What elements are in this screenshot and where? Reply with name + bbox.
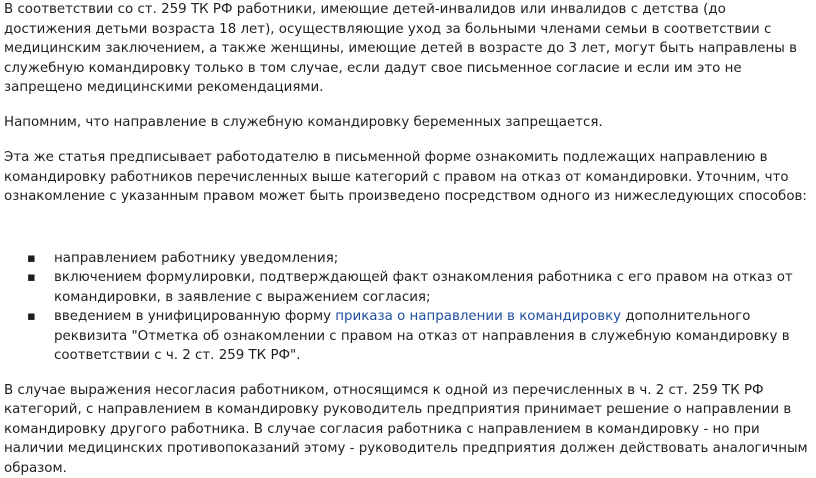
list-item bbox=[4, 307, 812, 366]
list-item bbox=[4, 249, 812, 269]
square-bullet-icon: ▪ bbox=[27, 307, 36, 327]
paragraph-intro: В соответствии со ст. 259 ТК РФ работники, имеющие детей-инвалидов или инвалидов с детства (до достижения детьми возраста 18 лет), осуществляющие уход за больными членами семьи в соответствии с медицинским заключением, а также женщины, имеющие детей в возрасте до 3 лет, могут быть направлены в служебную командировку только в том случае, если дадут свое письменное согласие и если им это не запрещено медицинскими рекомендациями. bbox=[4, 0, 812, 98]
list-item-text-after-link: дополнительного реквизита "Отметка об ознакомлении с правом на отказ от направления в служебную командировку в соответствии с ч. 2 ст. 259 ТК РФ". bbox=[54, 309, 790, 363]
paragraph-employer-duty: Эта же статья предписывает работодателю в письменной форме ознакомить подлежащих направлению в командировку работников перечисленных выше категорий с правом на отказ от командировки. Уточним, что ознакомление с указанным правом может быть произведено посредством одного из нижеследующих способов: bbox=[4, 148, 812, 207]
order-form-link[interactable]: приказа о направлении в командировку bbox=[335, 309, 621, 324]
paragraph-disagreement: В случае выражения несогласия работником, относящимся к одной из перечисленных в ч. 2 ст. 259 ТК РФ категорий, с направлением в командировку руководитель предприятия принимает решение о направлении в командировку другого работника. В случае согласия работника с направлением в командировку - но при наличии медицинских противопоказаний этому - руководитель предприятия должен действовать аналогичным образом. bbox=[4, 381, 812, 478]
square-bullet-icon: ▪ bbox=[27, 268, 36, 288]
list-item-text-before-link: введением в унифицированную форму bbox=[54, 309, 335, 324]
methods-list bbox=[4, 249, 812, 366]
paragraph-pregnancy-note: Напомним, что направление в служебную командировку беременных запрещается. bbox=[4, 113, 812, 133]
list-item-text: направлением работнику уведомления; bbox=[54, 251, 338, 266]
list-item bbox=[4, 268, 812, 307]
list-item-text: включением формулировки, подтверждающей факт ознакомления работника с его правом на отказ от командировки, в заявление с выражением согласия; bbox=[54, 270, 793, 305]
square-bullet-icon: ▪ bbox=[27, 249, 36, 269]
